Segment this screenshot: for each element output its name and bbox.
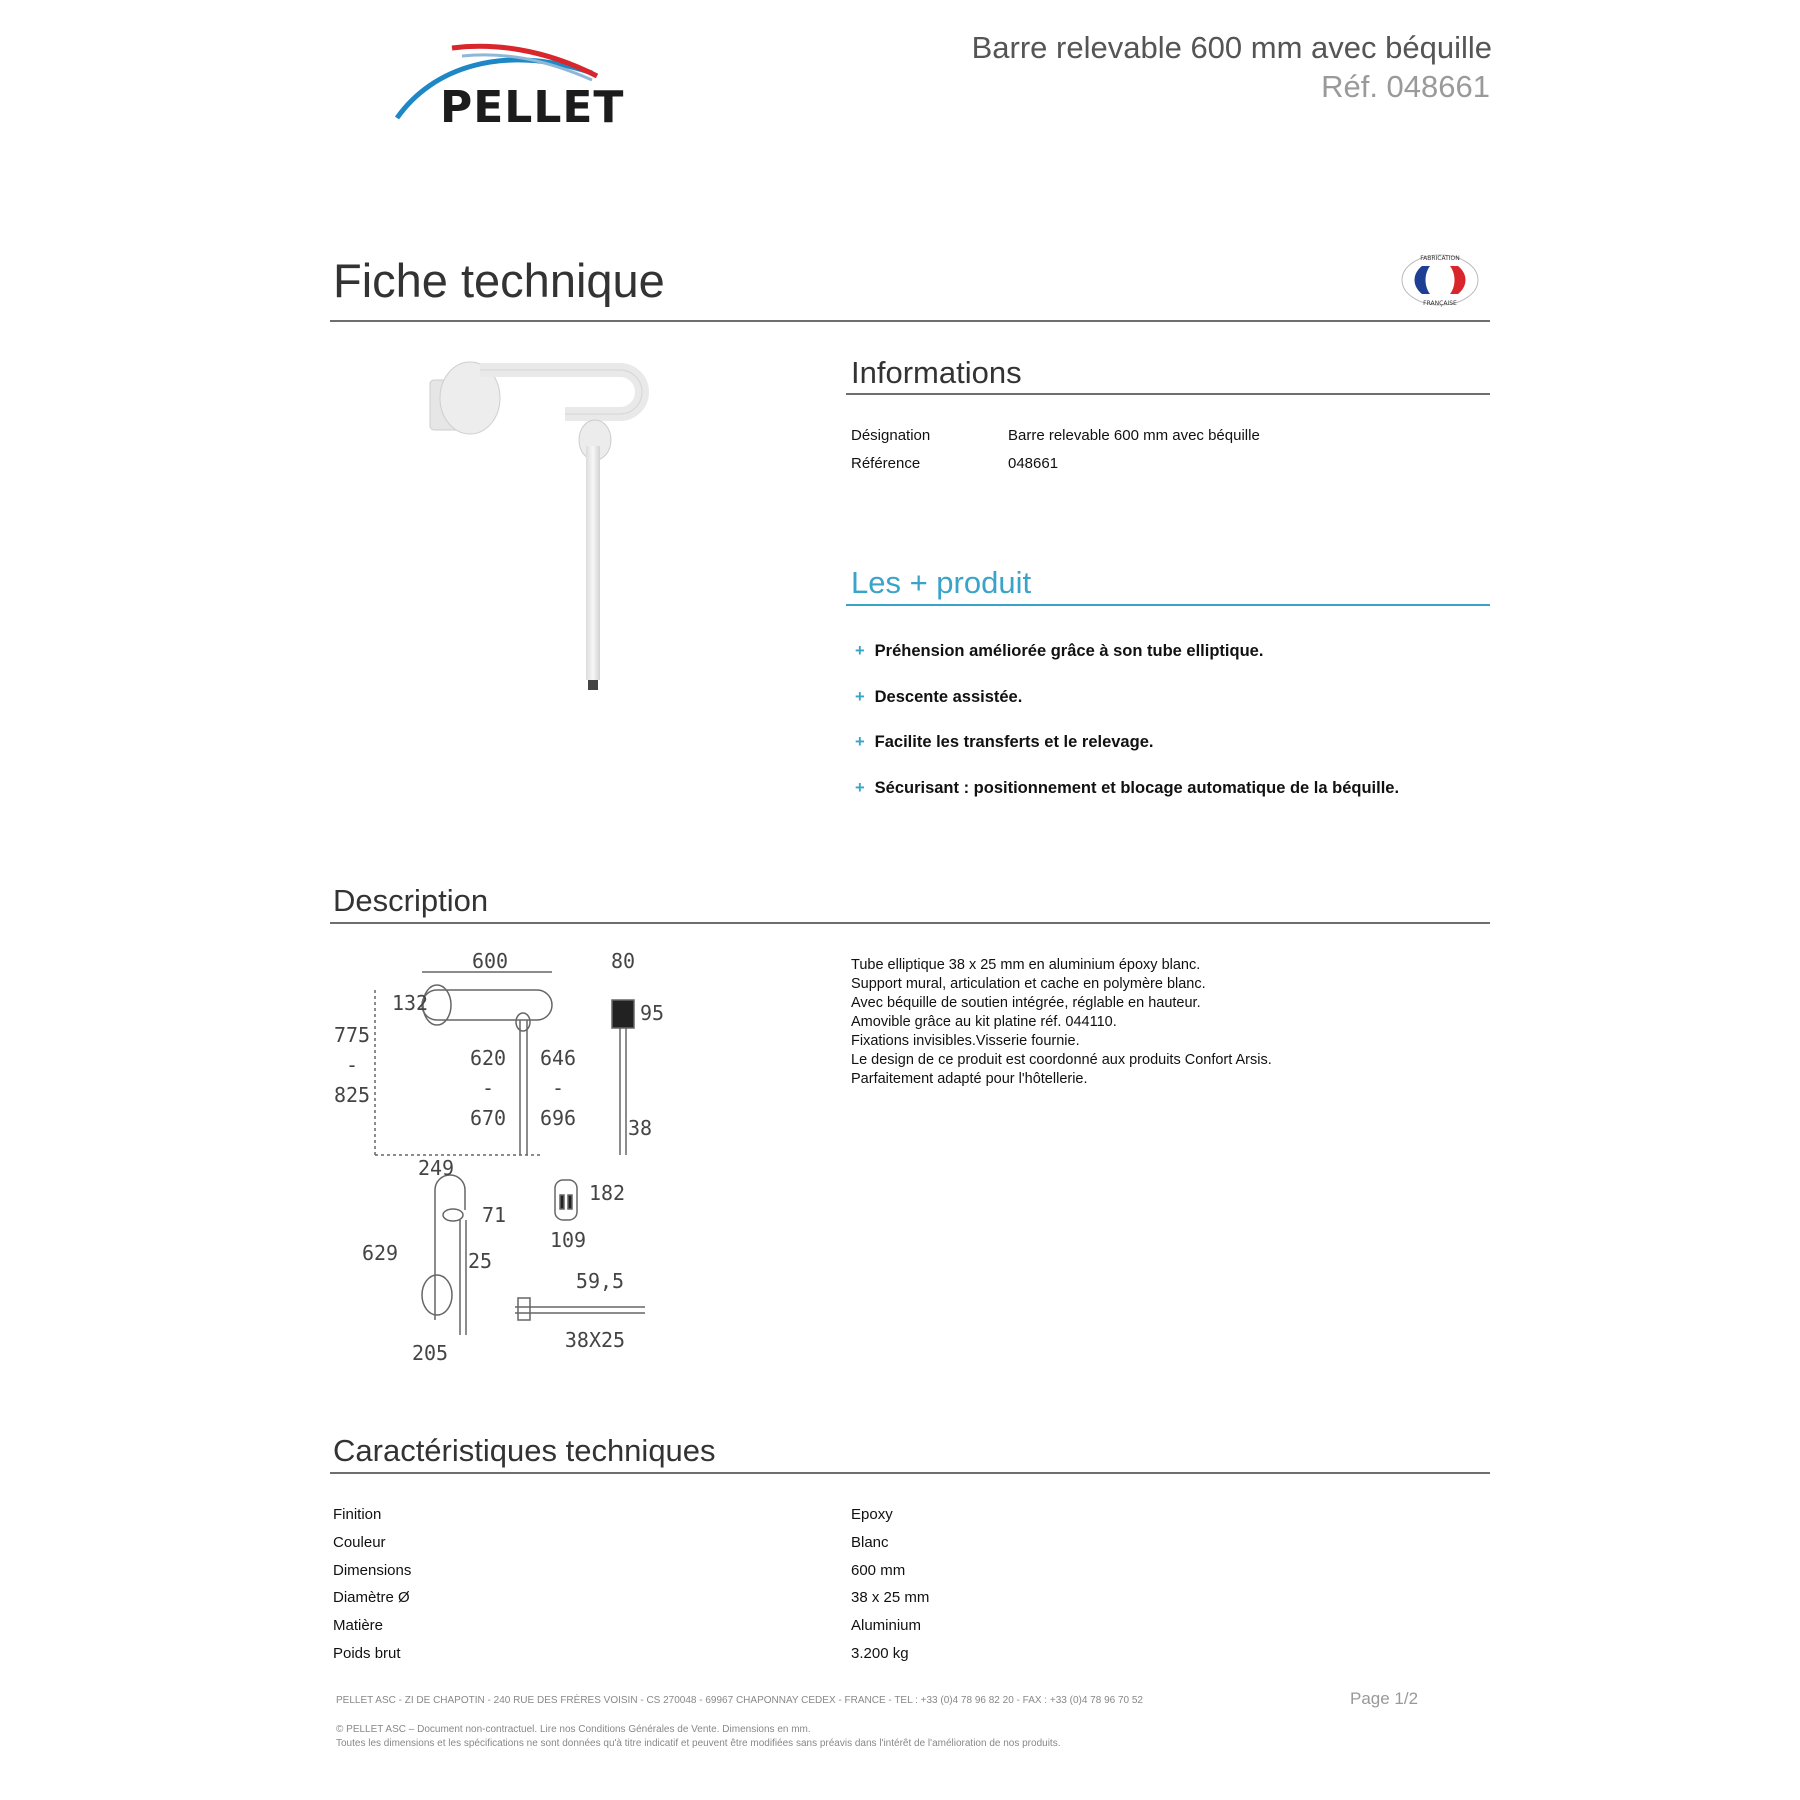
dim-249: 249 <box>417 1156 455 1180</box>
dim-205: 205 <box>411 1341 449 1365</box>
plus-icon: + <box>855 688 865 706</box>
plus-item <box>855 688 1022 707</box>
dim-629: 629 <box>361 1241 399 1265</box>
plus-produit-heading: Les + produit <box>851 565 1032 600</box>
footer-legal <box>336 1723 1060 1751</box>
description-line: Tube elliptique 38 x 25 mm en aluminium époxy blanc. <box>851 957 1201 973</box>
dim-80: 80 <box>610 950 636 973</box>
page-number: Page 1/2 <box>1350 1689 1419 1708</box>
dim-600: 600 <box>471 950 509 973</box>
description-heading: Description <box>333 883 489 918</box>
dim-825: 825 <box>333 1083 371 1107</box>
header-reference: Réf. 048661 <box>1321 69 1490 104</box>
description-divider <box>330 922 1490 924</box>
dim-38: 38 <box>627 1116 653 1140</box>
french-flag-badge-icon <box>1400 252 1480 307</box>
char-value-matiere: Aluminium <box>851 1617 922 1634</box>
char-label-diametre: Diamètre Ø <box>333 1589 410 1606</box>
char-label-matiere: Matière <box>333 1617 384 1634</box>
char-label-dimensions: Dimensions <box>333 1562 412 1579</box>
dim-670: 670 <box>469 1106 507 1130</box>
dim-775: 775 <box>333 1023 371 1047</box>
dim-182: 182 <box>588 1181 626 1205</box>
description-line: Avec béquille de soutien intégrée, réglable en hauteur. <box>851 995 1201 1011</box>
description-line: Parfaitement adapté pour l'hôtellerie. <box>851 1071 1088 1087</box>
caracteristiques-heading: Caractéristiques techniques <box>333 1433 716 1468</box>
dim-dash: - <box>551 1076 565 1100</box>
dimension-drawing-icon <box>330 950 690 1370</box>
char-value-finition: Epoxy <box>851 1506 893 1523</box>
info-label-reference: Référence <box>851 455 921 472</box>
description-line: Support mural, articulation et cache en polymère blanc. <box>851 976 1206 992</box>
description-line: Fixations invisibles.Visserie fournie. <box>851 1033 1080 1049</box>
logo-text: PELLET <box>440 82 625 133</box>
caracteristiques-divider <box>330 1472 1490 1474</box>
dim-25: 25 <box>467 1249 493 1273</box>
footer-legal-line: © PELLET ASC – Document non-contractuel. Lire nos Conditions Générales de Vente. Dimensions en mm. <box>336 1724 811 1735</box>
footer-address: PELLET ASC - ZI DE CHAPOTIN - 240 RUE DES FRÈRES VOISIN - CS 270048 - 69967 CHAPONNAY CEDEX - FRANCE - TEL : +33 (0)4 78 96 82 20 - FAX : +33 (0)4 78 96 70 52 <box>336 1695 1143 1706</box>
plus-produit-divider <box>846 604 1490 606</box>
fabrication-francaise-badge <box>1400 252 1480 307</box>
pellet-logo <box>392 38 642 133</box>
dim-38x25: 38X25 <box>564 1328 626 1352</box>
description-line: Amovible grâce au kit platine réf. 044110. <box>851 1014 1117 1030</box>
dim-95: 95 <box>639 1001 665 1025</box>
char-value-couleur: Blanc <box>851 1534 889 1551</box>
dim-109: 109 <box>549 1228 587 1252</box>
dim-620: 620 <box>469 1046 507 1070</box>
plus-item-text: Sécurisant : positionnement et blocage automatique de la béquille. <box>874 779 1400 797</box>
info-value-designation: Barre relevable 600 mm avec béquille <box>1008 427 1260 444</box>
plus-icon: + <box>855 642 865 660</box>
dim-dash: - <box>481 1076 495 1100</box>
char-label-finition: Finition <box>333 1506 382 1523</box>
dim-696: 696 <box>539 1106 577 1130</box>
dim-646: 646 <box>539 1046 577 1070</box>
plus-icon: + <box>855 733 865 751</box>
grab-bar-photo-icon <box>360 350 710 700</box>
info-value-reference: 048661 <box>1008 455 1059 472</box>
char-label-poids: Poids brut <box>333 1645 401 1662</box>
header-product-title: Barre relevable 600 mm avec béquille <box>971 30 1492 65</box>
dim-132: 132 <box>391 991 429 1015</box>
char-value-diametre: 38 x 25 mm <box>851 1589 930 1606</box>
title-divider <box>330 320 1490 322</box>
page-title: Fiche technique <box>333 254 665 307</box>
product-photo <box>360 350 710 700</box>
dim-71: 71 <box>481 1203 507 1227</box>
dim-dash: - <box>345 1053 359 1077</box>
badge-text-top: FABRICATION <box>1420 255 1460 262</box>
plus-item <box>855 642 1263 661</box>
plus-item <box>855 779 1399 798</box>
plus-item-text: Descente assistée. <box>874 688 1023 706</box>
informations-heading: Informations <box>851 355 1022 390</box>
informations-divider <box>846 393 1490 395</box>
plus-icon: + <box>855 779 865 797</box>
description-line: Le design de ce produit est coordonné aux produits Confort Arsis. <box>851 1052 1272 1068</box>
footer-legal-line: Toutes les dimensions et les spécifications ne sont données qu'à titre indicatif et peuvent être modifiées sans préavis dans l'intérêt de l'amélioration de nos produits. <box>336 1738 1061 1749</box>
char-value-dimensions: 600 mm <box>851 1562 906 1579</box>
char-label-couleur: Couleur <box>333 1534 386 1551</box>
plus-item-text: Préhension améliorée grâce à son tube elliptique. <box>874 642 1264 660</box>
plus-item <box>855 733 1153 752</box>
dim-59-5: 59,5 <box>575 1269 625 1293</box>
plus-item-text: Facilite les transferts et le relevage. <box>874 733 1154 751</box>
info-label-designation: Désignation <box>851 427 931 444</box>
technical-drawing <box>330 950 690 1370</box>
description-text <box>851 956 1272 1089</box>
char-value-poids: 3.200 kg <box>851 1645 909 1662</box>
badge-text-bottom: FRANÇAISE <box>1423 300 1457 307</box>
